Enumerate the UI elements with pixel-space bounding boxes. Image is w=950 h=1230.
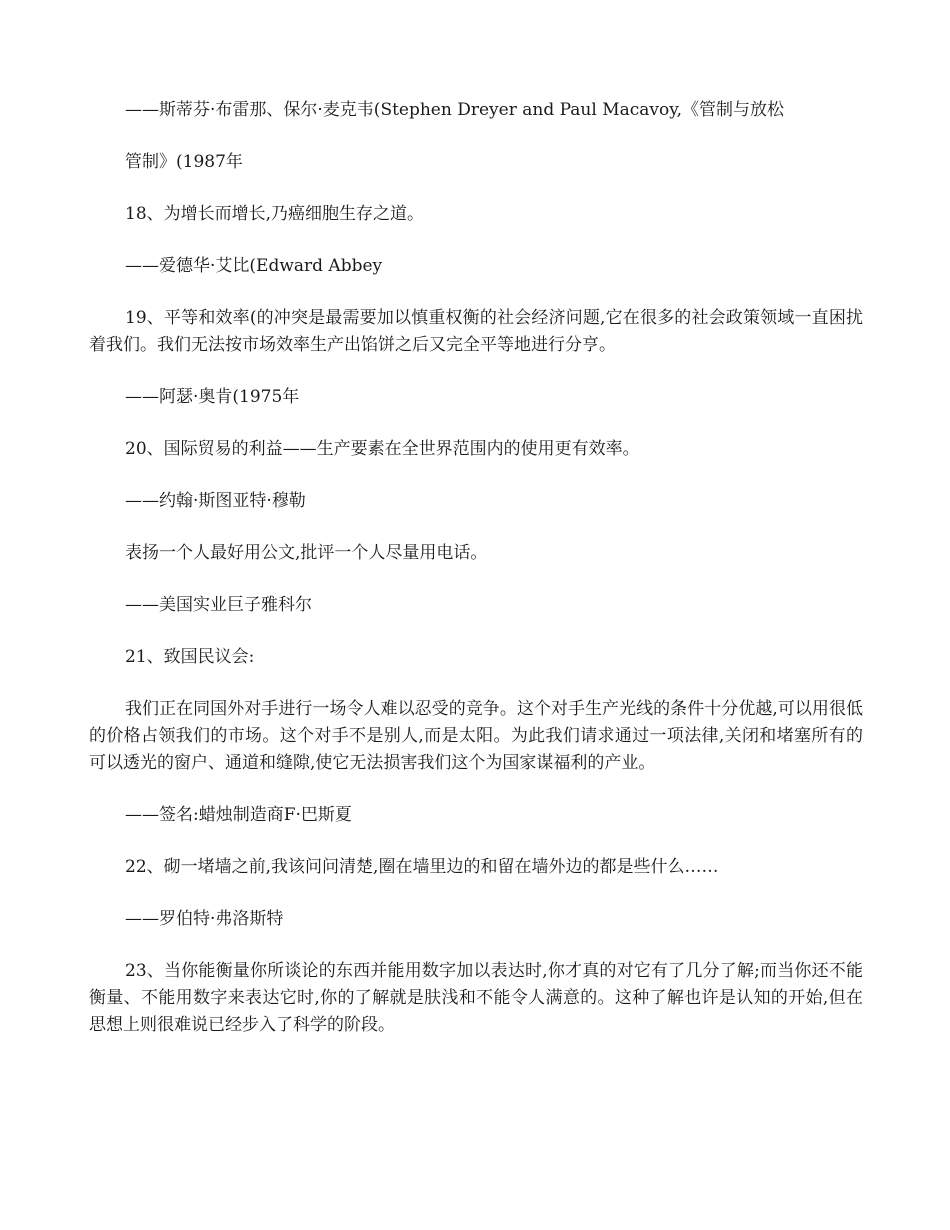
quote-text: 表扬一个人最好用公文,批评一个人尽量用电话。 bbox=[125, 543, 488, 563]
quote-text: 我们正在同国外对手进行一场令人难以忍受的竞争。这个对手生产光线的条件十分优越,可以用很低的价格占领我们的市场。这个对手不是别人,而是太阳。为此我们请求通过一项法律,关闭和堵塞所有的可以透光的窗户、通道和缝隙,使它无法损害我们这个为国家谋福利的产业。 bbox=[89, 699, 863, 773]
quote-text: 18、为增长而增长,乃癌细胞生存之道。 bbox=[125, 204, 425, 224]
quote-text: 19、平等和效率(的冲突是最需要加以慎重权衡的社会经济问题,它在很多的社会政策领域一直困扰着我们。我们无法按市场效率生产出馅饼之后又完全平等地进行分亨。 bbox=[89, 308, 863, 355]
quote-attribution: ——阿瑟·奥肯(1975年 bbox=[125, 387, 300, 407]
quote-attribution-continued: 管制》(1987年 bbox=[125, 152, 243, 172]
quote-heading: 21、致国民议会: bbox=[125, 647, 255, 667]
quote-attribution: ——约翰·斯图亚特·穆勒 bbox=[125, 491, 306, 511]
quote-text: 20、国际贸易的利益——生产要素在全世界范围内的使用更有效率。 bbox=[125, 439, 640, 459]
quote-text: 23、当你能衡量你所谈论的东西并能用数字加以表达时,你才真的对它有了几分了解;而当你还不能衡量、不能用数字来表达它时,你的了解就是肤浅和不能令人满意的。这种了解也许是认知的开始,但在思想上则很难说已经步入了科学的阶段。 bbox=[89, 961, 863, 1035]
quote-attribution: ——美国实业巨子雅科尔 bbox=[125, 595, 312, 615]
quote-attribution: ——签名:蜡烛制造商F·巴斯夏 bbox=[125, 805, 352, 825]
quote-attribution: ——斯蒂芬·布雷那、保尔·麦克韦(Stephen Dreyer and Paul Macavoy,《管制与放松 bbox=[125, 100, 784, 120]
quote-attribution: ——爱德华·艾比(Edward Abbey bbox=[125, 256, 383, 276]
document-page bbox=[89, 97, 863, 1039]
quote-text: 22、砌一堵墙之前,我该问问清楚,圈在墙里边的和留在墙外边的都是些什么…… bbox=[125, 857, 719, 877]
quote-attribution: ——罗伯特·弗洛斯特 bbox=[125, 909, 284, 929]
